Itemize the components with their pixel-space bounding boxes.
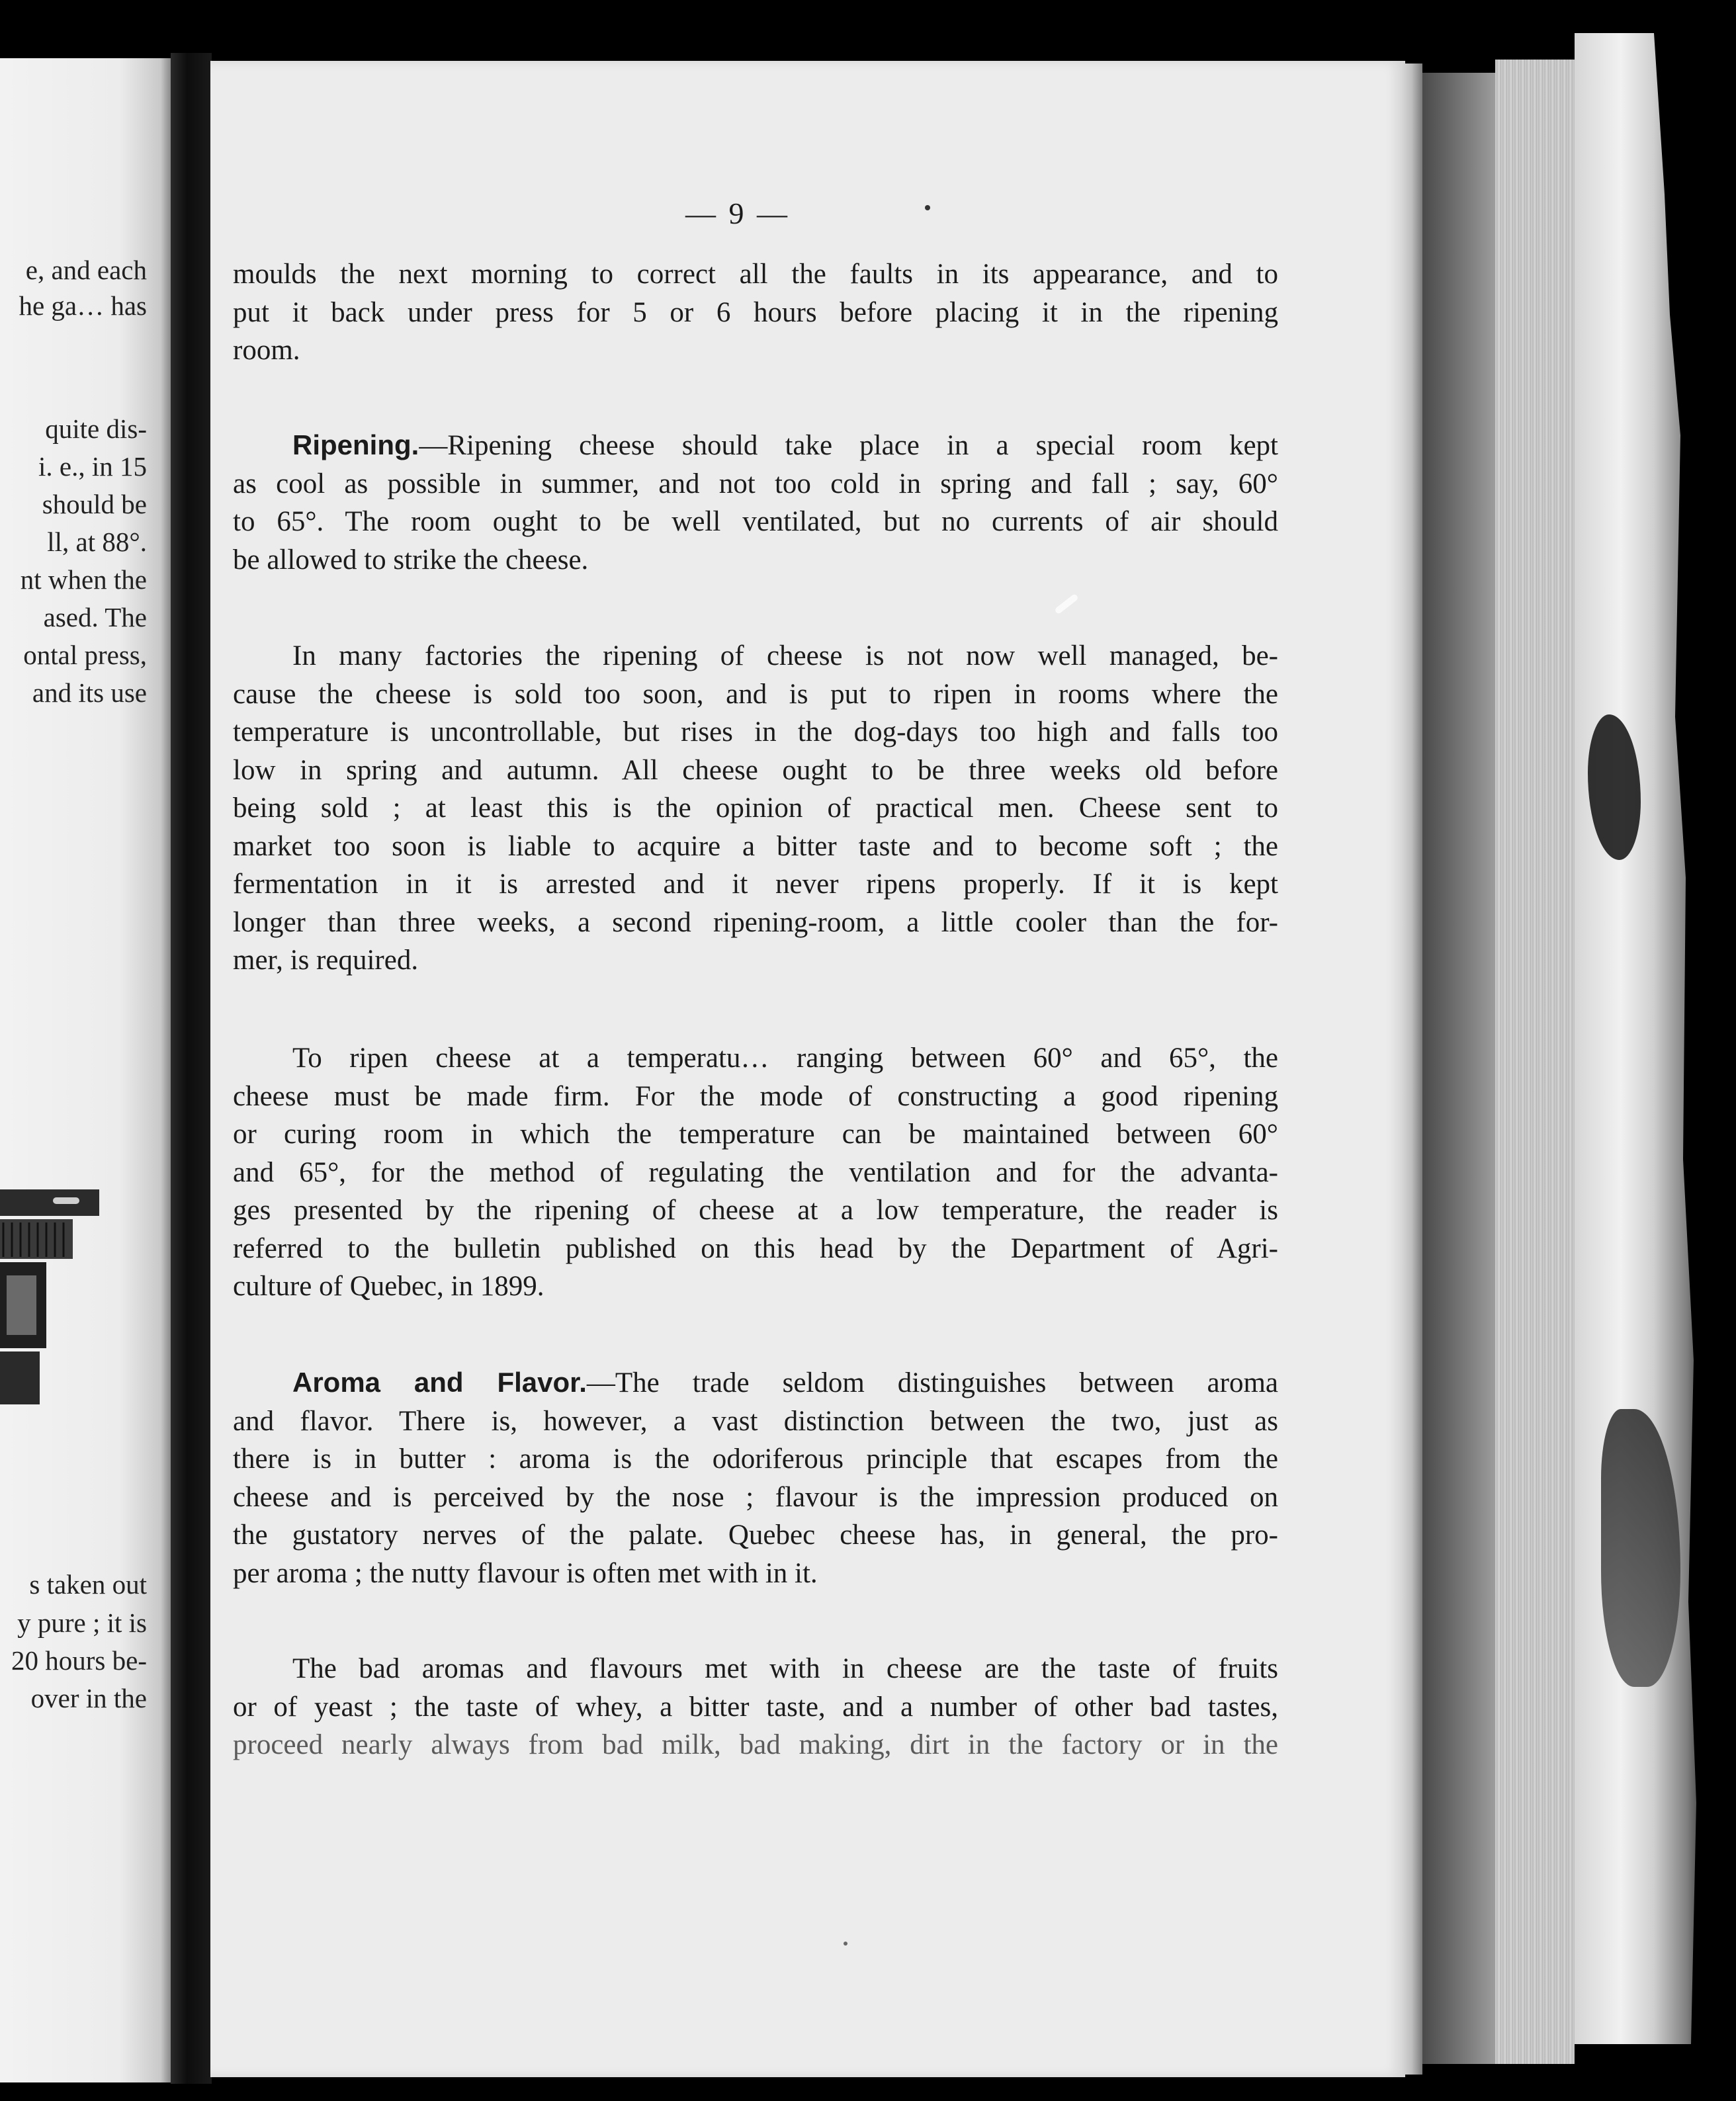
left-page-line: over in the <box>30 1683 147 1713</box>
left-page-line: e, and each <box>25 255 147 285</box>
left-page-line: he ga… has <box>19 290 147 321</box>
left-page-line: ll, at 88°. <box>47 527 147 557</box>
left-page-line: ased. The <box>43 602 147 632</box>
torn-paper-edge <box>1575 33 1707 2044</box>
left-page-line: i. e., in 15 <box>38 451 147 482</box>
text-line: referred to the bulletin published on this head by the Department of Agri- <box>233 1232 1278 1264</box>
text-line: be allowed to strike the cheese. <box>233 544 589 576</box>
text-line: and flavor. There is, however, a vast distinction between the two, just as <box>233 1405 1278 1437</box>
text-run: —Ripening cheese should take place in a special room kept <box>419 430 1278 461</box>
text-line: to 65°. The room ought to be well ventilated, but no currents of air should <box>233 506 1278 537</box>
bad-aromas-paragraph <box>233 1650 1278 1764</box>
text-line: fermentation in it is arrested and it never ripens properly. If it is kept <box>233 869 1278 900</box>
text-line: longer than three weeks, a second ripening-room, a little cooler than the for- <box>233 906 1278 938</box>
ripening-paragraph <box>233 426 1278 579</box>
text-line: To ripen cheese at a temperatu… ranging between 60° and 65°, the <box>292 1043 1278 1074</box>
left-page-line: 20 hours be- <box>11 1645 147 1676</box>
text-line: as cool as possible in summer, and not too cold in spring and fall ; say, 60° <box>233 468 1278 499</box>
print-speck <box>925 205 930 210</box>
text-line: culture of Quebec, in 1899. <box>233 1271 544 1302</box>
paragraph-continued <box>233 255 1278 370</box>
text-line: mer, is required. <box>233 945 419 976</box>
text-line: temperature is uncontrollable, but rises in the dog-days too high and falls too <box>233 716 1278 748</box>
left-page-line: ontal press, <box>23 640 147 670</box>
left-page-line: should be <box>42 489 147 519</box>
cheese-press-illustration <box>0 1183 106 1434</box>
text-line <box>233 1363 1278 1402</box>
text-line: the gustatory nerves of the palate. Quebec cheese has, in general, the pro- <box>233 1520 1278 1551</box>
text-line: or of yeast ; the taste of whey, a bitter taste, and a number of other bad tastes, <box>233 1691 1278 1723</box>
left-page-line: and its use <box>32 677 147 708</box>
text-line: market too soon is liable to acquire a bitter taste and to become soft ; the <box>233 830 1278 862</box>
text-line <box>233 426 1278 465</box>
page-stack-edge <box>1495 60 1575 2064</box>
left-page-line: nt when the <box>20 564 147 595</box>
aroma-flavor-paragraph <box>233 1363 1278 1592</box>
text-line: room. <box>233 335 300 366</box>
temperature-paragraph <box>233 1039 1278 1306</box>
text-line: cheese must be made firm. For the mode of constructing a good ripening <box>233 1080 1278 1112</box>
text-line: put it back under press for 5 or 6 hours before placing it in the ripening <box>233 296 1278 328</box>
factories-paragraph <box>233 637 1278 980</box>
book-gutter <box>171 53 212 2084</box>
text-line: The bad aromas and flavours met with in cheese are the taste of fruits <box>292 1653 1278 1684</box>
text-line: or curing room in which the temperature can be maintained between 60° <box>233 1119 1278 1150</box>
text-run: —The trade seldom distinguishes between aroma <box>586 1367 1278 1398</box>
text-line: there is in butter : aroma is the odoriferous principle that escapes from the <box>233 1443 1278 1475</box>
section-heading-aroma-flavor: Aroma and Flavor. <box>292 1367 587 1398</box>
text-line: In many factories the ripening of cheese is not now well managed, be- <box>292 640 1278 671</box>
text-line: cheese and is perceived by the nose ; flavour is the impression produced on <box>233 1481 1278 1513</box>
text-line: moulds the next morning to correct all the faults in its appearance, and to <box>233 259 1278 290</box>
page-number: — 9 — <box>685 196 790 230</box>
text-line: and 65°, for the method of regulating the ventilation and for the advanta- <box>233 1156 1278 1188</box>
main-page-edge <box>1401 64 1422 2075</box>
left-page-line: y pure ; it is <box>17 1608 147 1638</box>
text-line: proceed nearly always from bad milk, bad making, dirt in the factory or in the <box>233 1729 1278 1760</box>
text-line: cause the cheese is sold too soon, and is put to ripen in rooms where the <box>233 678 1278 710</box>
left-facing-page <box>0 58 171 2082</box>
text-line: ges presented by the ripening of cheese at a low temperature, the reader is <box>233 1195 1278 1226</box>
left-page-line: quite dis- <box>45 413 147 444</box>
text-line: being sold ; at least this is the opinion of practical men. Cheese sent to <box>233 793 1278 824</box>
section-heading-ripening: Ripening. <box>292 429 419 460</box>
print-speck <box>844 1942 847 1946</box>
left-page-line: s taken out <box>29 1569 147 1600</box>
text-line: per aroma ; the nutty flavour is often met with in it. <box>233 1557 818 1589</box>
text-line: low in spring and autumn. All cheese ought to be three weeks old before <box>233 754 1278 786</box>
